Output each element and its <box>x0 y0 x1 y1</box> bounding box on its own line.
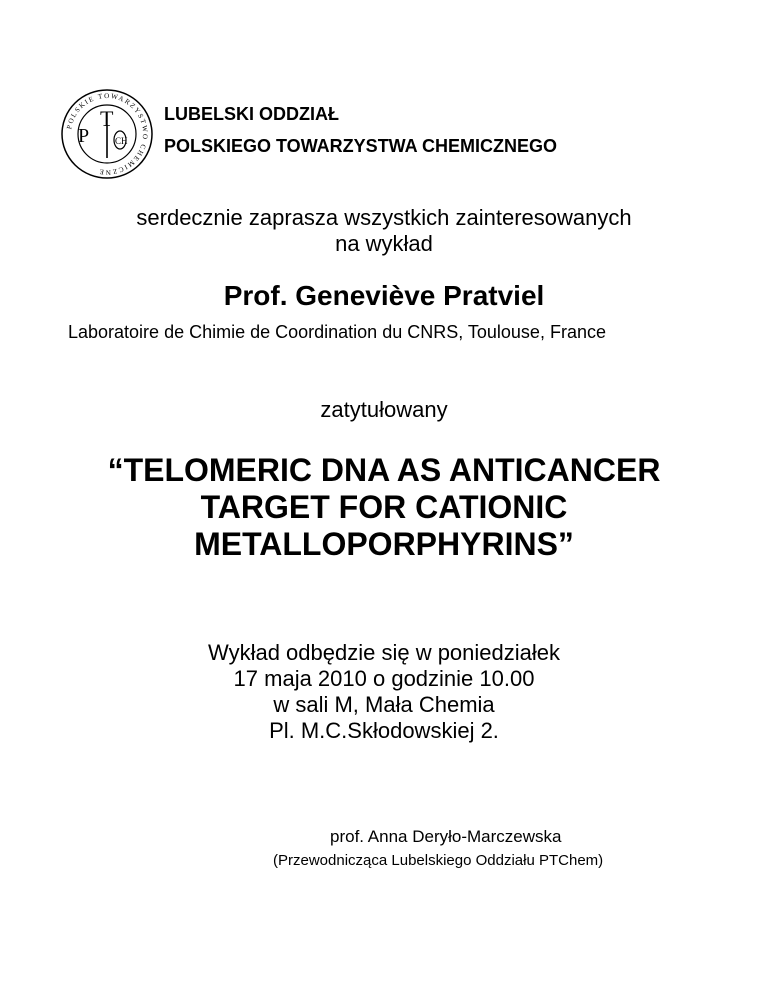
speaker-affiliation: Laboratoire de Chimie de Coordination du CNRS, Toulouse, France <box>68 322 606 342</box>
details-line3: w sali M, Mała Chemia <box>273 692 495 717</box>
details-line2: 17 maja 2010 o godzinie 10.00 <box>233 666 535 691</box>
lecture-title-line2: TARGET FOR CATIONIC <box>200 489 568 525</box>
invitation-text <box>0 205 768 257</box>
speaker-name: Prof. Geneviève Pratviel <box>223 280 545 311</box>
logo-right-letters: CH <box>115 136 128 146</box>
organization-name-line2: POLSKIEGO TOWARZYSTWA CHEMICZNEGO <box>164 136 558 156</box>
lecture-title <box>0 452 768 563</box>
titled-label: zatytułowany <box>320 397 448 422</box>
lecture-title-line3: METALLOPORPHYRINS” <box>194 526 574 562</box>
details-line4: Pl. M.C.Skłodowskiej 2. <box>269 718 499 743</box>
organization-name-line1: LUBELSKI ODDZIAŁ <box>164 104 339 124</box>
details-line1: Wykład odbędzie się w poniedziałek <box>208 640 560 665</box>
logo-center-letter: T <box>100 106 114 131</box>
ptchem-logo <box>56 86 158 182</box>
ptchem-seal-graphic <box>56 86 158 182</box>
signature-name: prof. Anna Deryło-Marczewska <box>330 827 562 846</box>
lecture-title-line1: “TELOMERIC DNA AS ANTICANCER <box>107 452 661 488</box>
invitation-line2: na wykład <box>335 231 433 256</box>
logo-left-letter: P <box>78 125 90 147</box>
invitation-line1: serdecznie zaprasza wszystkich zainteresowanych <box>136 205 632 230</box>
signature-role: (Przewodnicząca Lubelskiego Oddziału PTChem) <box>273 852 604 869</box>
logo-ring-text: POLSKIE TOWARZYSTWO CHEMICZNE <box>65 91 150 177</box>
lecture-details <box>0 640 768 744</box>
